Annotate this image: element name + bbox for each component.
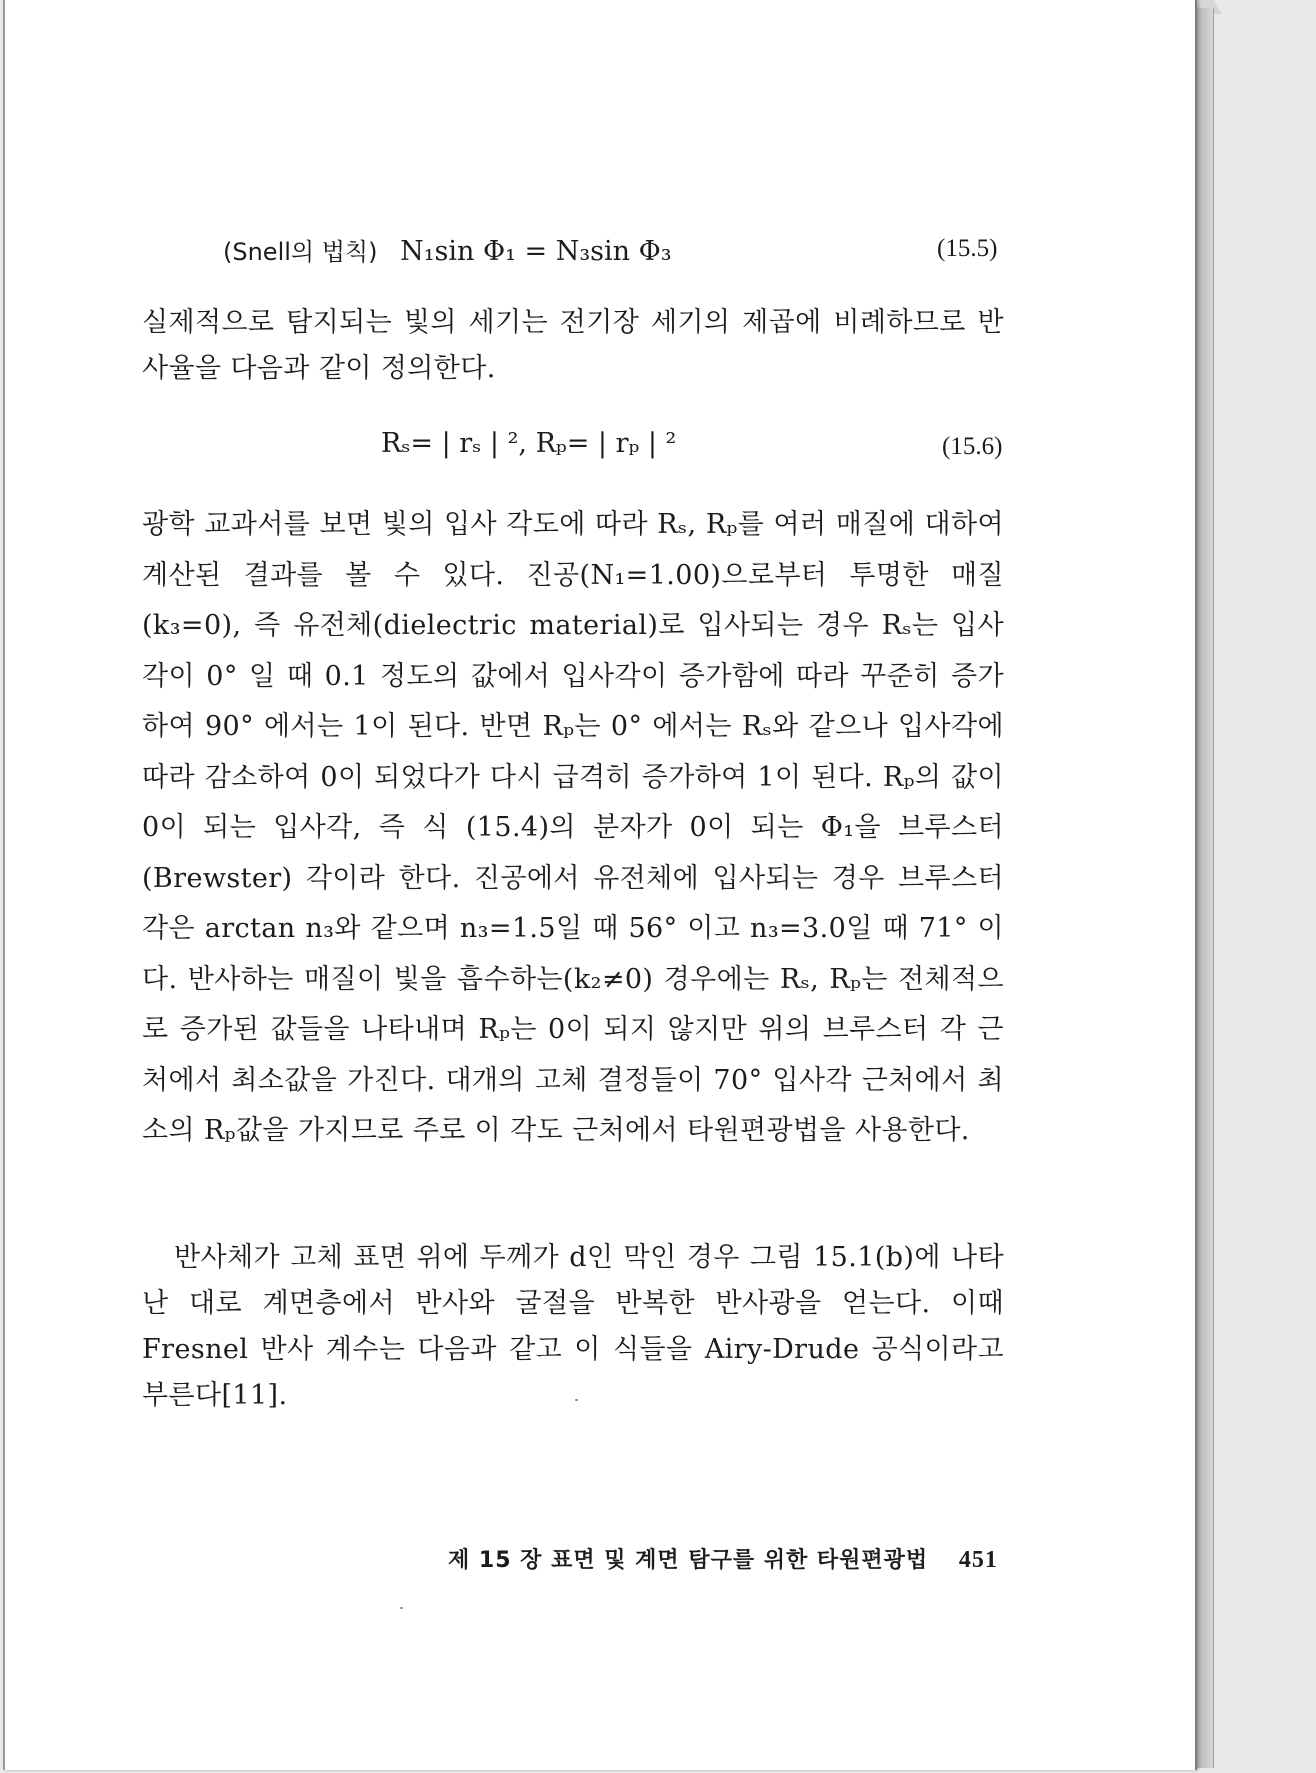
scan-speck [575,1399,578,1401]
page-content [5,0,1195,1770]
book-page [3,0,1197,1770]
paragraph-thin-film-text: 반사체가 고체 표면 위에 두께가 d인 막인 경우 그림 15.1(b)에 나타난 대로 계면층에서 반사와 굴절을 반복한 반사광을 얻는다. 이때 Fresnel 반사 계수는 다음과 같고 이 식들을 Airy-Drude 공식이라고 부른다[11]. [142,1242,1004,1411]
scan-speck [400,1607,403,1609]
paragraph-intro [142,300,1004,392]
equation-number-15-6: (15.6) [942,433,1003,460]
paragraph-intro-text: 실제적으로 탐지되는 빛의 세기는 전기장 세기의 제곱에 비례하므로 반사율을 다음과 같이 정의한다. [142,307,1004,384]
running-footer [448,1543,998,1574]
equation-snell [223,232,672,267]
equation-reflectance [381,428,676,459]
paragraph-main-text: 광학 교과서를 보면 빛의 입사 각도에 따라 Rₛ, Rₚ를 여러 매질에 대하여 계산된 결과를 볼 수 있다. 진공(N₁=1.00)으로부터 투명한 매질(k₃=0), 즉 유전체(dielectric material)로 입사되는 경우 Rₛ는 입사각이 0° 일 때 0.1 정도의 값에서 입사각이 증가함에 따라 꾸준히 증가하여 90° 에서는 1이 된다. 반면 Rₚ는 0° 에서는 Rₛ와 같으나 입사각에 따라 감소하여 0이 되었다가 다시 급격히 증가하여 1이 된다. Rₚ의 값이 0이 되는 입사각, 즉 식 (15.4)의 분자가 0이 되는 Φ₁을 브루스터(Brewster) 각이라 한다. 진공에서 유전체에 입사되는 경우 브루스터 각은 arctan n₃와 같으며 n₃=1.5일 때 56° 이고 n₃=3.0일 때 71° 이다. 반사하는 매질이 빛을 흡수하는(k₂≠0) 경우에는 Rₛ, Rₚ는 전체적으로 증가된 값들을 나타내며 Rₚ는 0이 되지 않지만 위의 브루스터 각 근처에서 최소값을 가진다. 대개의 고체 결정들이 70° 입사각 근처에서 최소의 Rₚ값을 가지므로 주로 이 각도 근처에서 타원편광법을 사용한다. [142,509,1004,1146]
chapter-title: 제 15 장 표면 및 계면 탐구를 위한 타원편광법 [448,1548,929,1573]
equation-reflectance-formula: Rₛ= | rₛ | ², Rₚ= | rₚ | ² [381,428,677,459]
equation-number-15-5: (15.5) [937,235,998,262]
paragraph-main [142,500,1004,1157]
equation-snell-formula: N₁sin Φ₁ = N₃sin Φ₃ [400,236,672,267]
page-number: 451 [958,1547,998,1573]
paragraph-thin-film [142,1235,1004,1419]
equation-snell-label: (Snell의 법칙) [223,238,378,266]
